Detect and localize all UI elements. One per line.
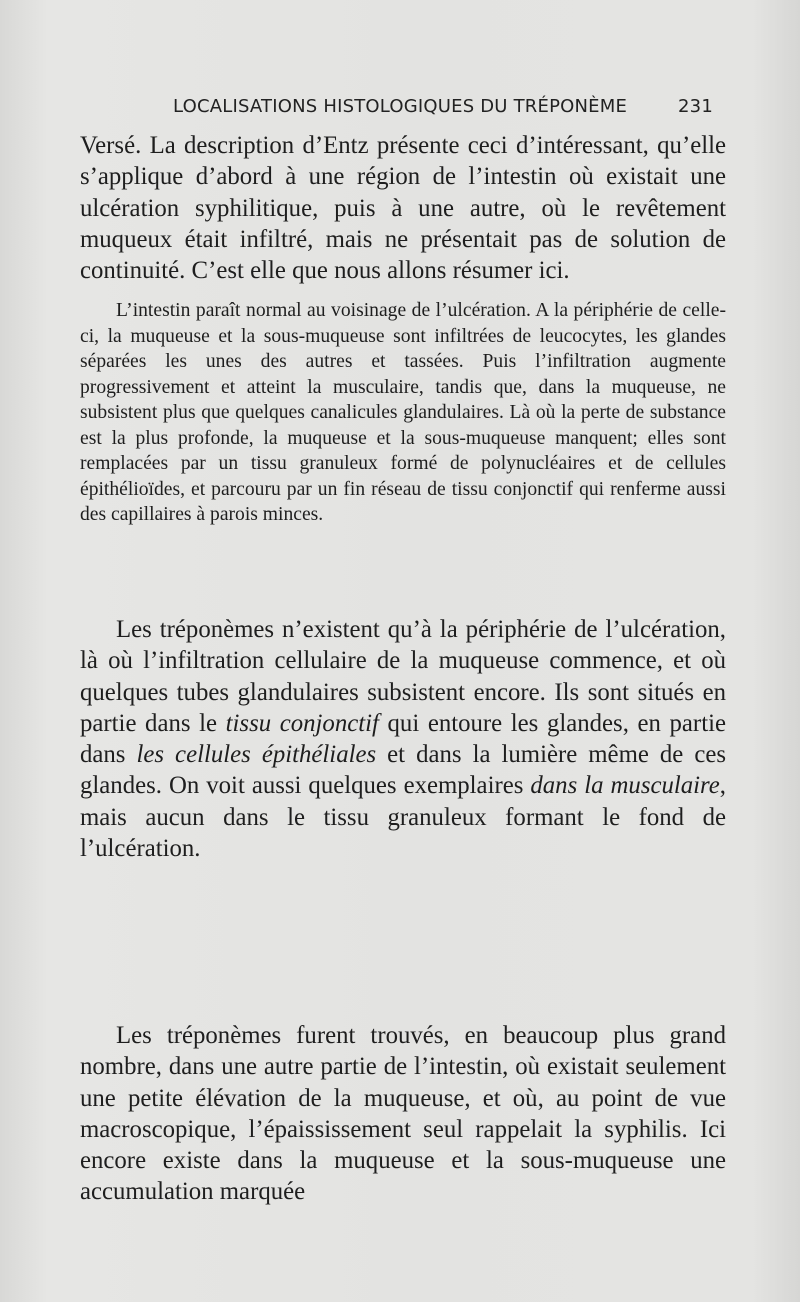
running-header (173, 96, 713, 117)
paragraph-4-text: Les tréponèmes furent trouvés, en beaucoup plus grand nombre, dans une autre partie de l’intestin, où existait seulement une petite élévation de la muqueuse, et où, au point de vue macroscopique, l’épaississement seul rappelait la syphilis. Ici encore existe dans la muqueuse et la sous-muqueuse une accumulation marquée (80, 1022, 726, 1206)
emphasis-cellules-epitheliales: les cellules épithéliales (136, 741, 377, 769)
paragraph-3-part-3: et dans la lumière même de ces glandes. On voit aussi quelques exemplaires (80, 741, 726, 800)
paragraph-1-text: Versé. La description d’Entz présente ceci d’intéressant, qu’elle s’applique d’abord à une région de l’intestin où existait une ulcération syphilitique, puis à une autre, où le revêtement muqueux était infiltré, mais ne présentait pas de solution de continuité. C’est elle que nous allons résumer ici. (80, 132, 726, 285)
paragraph-1 (80, 130, 726, 286)
paragraph-3-part-2: qui entoure les glandes, en partie dans (80, 709, 726, 769)
paragraph-3-part-1: Les tréponèmes n’existent qu’à la périphérie de l’ulcération, là où l’infiltration cellulaire de la muqueuse commence, et où quelques tubes glandulaires subsistent encore. Ils sont situés en partie dans le (80, 616, 726, 737)
page-number: 231 (678, 96, 713, 117)
paragraph-4 (80, 1020, 726, 1208)
paragraph-3-part-4: , mais aucun dans le tissu granuleux formant le fond de l’ulcération. (80, 772, 726, 863)
running-title: LOCALISATIONS HISTOLOGIQUES DU TRÉPONÈME (173, 96, 628, 117)
emphasis-tissu-conjonctif: tissu conjonctif (225, 709, 379, 737)
emphasis-musculaire: dans la musculaire (530, 772, 720, 800)
paragraph-2 (80, 298, 726, 528)
paragraph-3 (80, 614, 726, 864)
paragraph-3-text (80, 614, 726, 864)
paragraph-2-text: L’intestin paraît normal au voisinage de l’ulcération. A la périphérie de celle-ci, la muqueuse et la sous-muqueuse sont infiltrées de leucocytes, les glandes séparées les unes des autres et tassées. Puis l’infiltration augmente progressivement et atteint la musculaire, tandis que, dans la muqueuse, ne subsistent plus que quelques canalicules glandulaires. Là où la perte de substance est la plus profonde, la muqueuse et la sous-muqueuse manquent; elles sont remplacées par un tissu granuleux formé de polynucléaires et de cellules épithélioïdes, et parcouru par un fin réseau de tissu conjonctif qui renferme aussi des capillaires à parois minces. (80, 300, 726, 525)
